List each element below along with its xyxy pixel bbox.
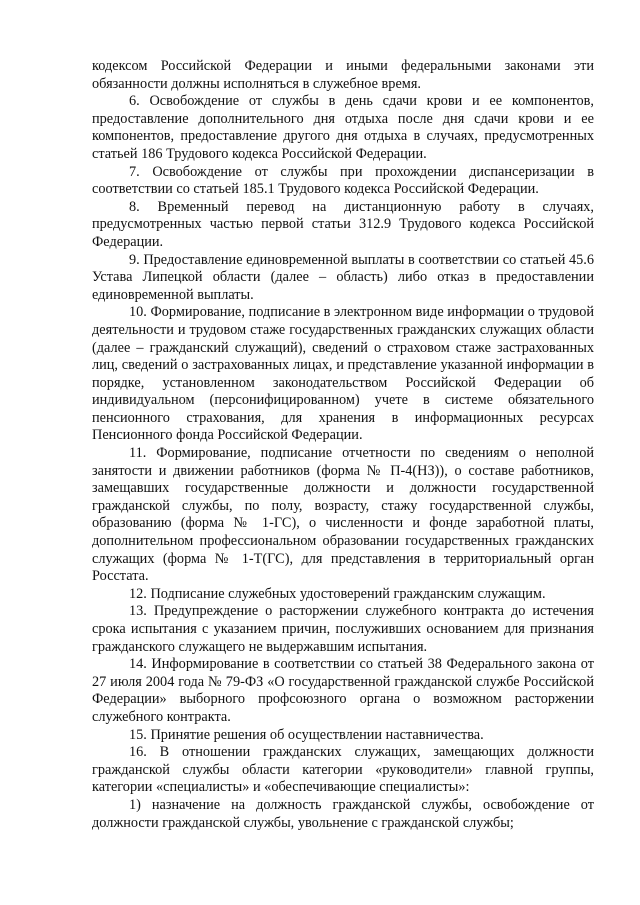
paragraph-item-10: 10. Формирование, подписание в электронном виде информации о трудовой деятельности и трудовом стаже государственных гражданских служащих области (далее – гражданский служащий), сведений о страховом стаже застрахованных лиц, сведений о застрахованных лицах, и представление указанной информации в порядке, установленном законодательством Российской Федерации об индивидуальном (персонифицированном) учете в системе обязательного пенсионного страхования, для хранения в информационных ресурсах Пенсионного фонда Российской Федерации. xyxy=(92,304,594,444)
paragraph-item-15: 15. Принятие решения об осуществлении наставничества. xyxy=(129,726,484,743)
paragraph-item-16: 16. В отношении гражданских служащих, замещающих должности гражданской службы области категории «руководители» главной группы, категории «специалисты» и «обеспечивающие специалисты»: xyxy=(92,744,594,796)
paragraph-item-14: 14. Информирование в соответствии со статьей 38 Федерального закона от 27 июля 2004 года № 79-ФЗ «О государственной гражданской службе Российской Федерации» выборного профсоюзного органа о возможном расторжении служебного контракта. xyxy=(92,656,594,725)
paragraph-item-7: 7. Освобождение от службы при прохождении диспансеризации в соответствии со статьей 185.1 Трудового кодекса Российской Федерации. xyxy=(92,163,594,198)
paragraph-item-9: 9. Предоставление единовременной выплаты в соответствии со статьей 45.6 Устава Липецкой области (далее – область) либо отказ в предоставлении единовременной выплаты. xyxy=(92,251,594,303)
paragraph-subitem-16-1: 1) назначение на должность гражданской службы, освобождение от должности гражданской службы, увольнение с гражданской службы; xyxy=(92,796,594,831)
paragraph-item-6: 6. Освобождение от службы в день сдачи крови и ее компонентов, предоставление дополнительного дня отдыха после дня сдачи крови и ее компонентов, предоставление другого дня отдыха в случаях, предусмотренных статьей 186 Трудового кодекса Российской Федерации. xyxy=(92,93,594,162)
paragraph-item-8: 8. Временный перевод на дистанционную работу в случаях, предусмотренных частью первой статьи 312.9 Трудового кодекса Российской Федерации. xyxy=(92,198,594,250)
document-page xyxy=(92,58,594,832)
paragraph-item-13: 13. Предупреждение о расторжении служебного контракта до истечения срока испытания с указанием причин, послуживших основанием для признания гражданского служащего не выдержавшим испытания. xyxy=(92,603,594,655)
paragraph-continuation: кодексом Российской Федерации и иными федеральными законами эти обязанности должны исполняться в служебное время. xyxy=(92,58,594,92)
paragraph-item-11: 11. Формирование, подписание отчетности по сведениям о неполной занятости и движении работников (форма № П-4(НЗ)), о составе работников, замещавших государственные должности и должности государственной гражданской службы, по полу, возрасту, стажу государственной службы, образованию (форма № 1-ГС), о численности и фонде заработной платы, дополнительном профессиональном образовании государственных гражданских служащих (форма № 1-Т(ГС), для представления в территориальный орган Росстата. xyxy=(92,445,594,585)
paragraph-item-12: 12. Подписание служебных удостоверений гражданским служащим. xyxy=(129,585,546,602)
